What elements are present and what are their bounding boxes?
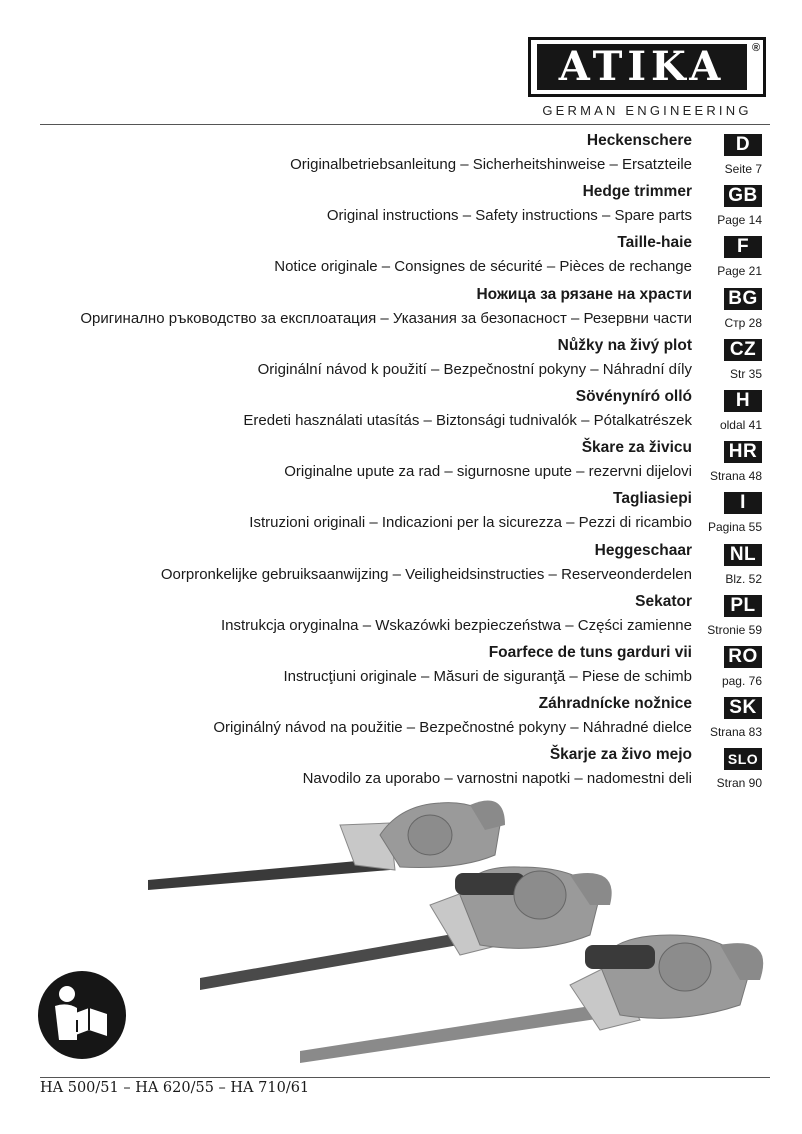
page-reference: pag. 76 [721, 674, 762, 688]
language-entry-gb [0, 178, 802, 230]
language-entry-sk [0, 690, 802, 742]
language-title: Záhradnícke nožnice [538, 695, 692, 713]
language-title: Sekator [635, 592, 692, 610]
language-entry-cz [0, 332, 802, 384]
page-reference: Str 35 [729, 366, 762, 381]
language-code-badge: PL [724, 595, 762, 617]
language-title: Sövényníró olló [575, 388, 692, 405]
language-subtitle: Originální návod k použití – Bezpečnostní pokyny – Náhradní díly [257, 360, 692, 378]
page-reference: Page 14 [717, 213, 762, 228]
language-subtitle: Notice originale – Consignes de sécurité – Pièces de rechange [274, 258, 692, 276]
page-reference: Strana 83 [709, 725, 762, 740]
trimmer-1 [148, 801, 505, 891]
language-title: Heggeschaar [594, 541, 692, 559]
language-entry-ro [0, 639, 802, 691]
trimmer-3-blade [300, 1003, 610, 1063]
language-title: Foarfece de tuns garduri vii [488, 644, 692, 661]
language-code-badge: D [724, 134, 762, 156]
language-subtitle: Originalne upute za rad – sigurnosne upute – rezervni dijelovi [284, 463, 692, 481]
language-title: Nůžky na živý plot [557, 336, 692, 354]
page-reference: Stran 90 [716, 776, 762, 791]
read-manual-icon [37, 970, 127, 1060]
language-entry-d [0, 127, 802, 179]
language-title: Hedge trimmer [582, 183, 692, 201]
language-entry-nl [0, 537, 802, 589]
language-code-badge: RO [724, 646, 762, 668]
page-reference: Pagina 55 [707, 520, 762, 535]
language-code-badge: HR [724, 441, 762, 463]
language-entry-f [0, 229, 802, 281]
language-subtitle: Originálný návod na použitie – Bezpečnostné pokyny – Náhradné dielce [213, 719, 692, 737]
language-subtitle: Eredeti használati utasítás – Biztonsági tudnivalók – Pótalkatrészek [243, 412, 692, 429]
language-entry-bg [0, 281, 802, 333]
language-title: Taille-haie [617, 234, 692, 252]
language-entry-slo [0, 741, 802, 793]
page-reference: Стр 28 [724, 315, 762, 330]
language-code-badge: GB [724, 185, 762, 207]
language-code-badge: I [724, 492, 762, 514]
language-subtitle: Original instructions – Safety instructions – Spare parts [326, 207, 692, 225]
language-subtitle: Navodilo za uporabo – varnostni napotki – nadomestni deli [302, 770, 692, 788]
language-title: Škarje za živo mejo [549, 746, 692, 764]
header-divider [40, 124, 770, 125]
registered-mark: ® [752, 42, 761, 54]
language-entry-i [0, 485, 802, 537]
page-reference: Page 21 [717, 264, 762, 279]
language-code-badge: SK [724, 697, 762, 719]
language-subtitle: Instrucţiuni originale – Măsuri de siguranţă – Piese de schimb [283, 668, 692, 685]
language-entry-h [0, 383, 802, 435]
logo-wordmark: ATIKA [537, 44, 747, 90]
atika-logo [528, 37, 766, 97]
language-code-badge: CZ [724, 339, 762, 361]
language-code-badge: NL [724, 544, 762, 566]
hedge-trimmer-illustration [140, 795, 780, 1075]
page-reference: Seite 7 [724, 162, 762, 176]
language-subtitle: Оригинално ръководство за експлоатация – Указания за безопасност – Резервни части [80, 309, 692, 327]
language-subtitle: Istruzioni originali – Indicazioni per la sicurezza – Pezzi di ricambio [249, 514, 692, 532]
language-subtitle: Oorpronkelijke gebruiksaanwijzing – Veiligheidsinstructies – Reserveonderdelen [160, 565, 692, 583]
language-title: Škare za živicu [581, 439, 692, 457]
language-entry-hr [0, 434, 802, 486]
language-entry-pl [0, 588, 802, 640]
page-reference: oldal 41 [719, 418, 762, 432]
page-reference: Strana 48 [709, 469, 762, 484]
language-code-badge: BG [724, 288, 762, 310]
model-numbers: HA 500/51 – HA 620/55 – HA 710/61 [40, 1080, 310, 1096]
language-title: Tagliasiepi [613, 490, 692, 508]
language-code-badge: H [724, 390, 762, 412]
page-reference: Blz. 52 [725, 571, 762, 586]
trimmer-2-blade [200, 931, 470, 990]
language-title: Ножица за рязане на храсти [476, 285, 692, 303]
language-subtitle: Instrukcja oryginalna – Wskazówki bezpieczeństwa – Części zamienne [220, 616, 692, 634]
language-subtitle: Originalbetriebsanleitung – Sicherheitshinweise – Ersatzteile [290, 156, 692, 173]
trimmer-2 [200, 867, 612, 990]
language-title: Heckenschere [586, 132, 692, 149]
page-reference: Stronie 59 [707, 622, 762, 637]
language-code-badge: F [724, 236, 762, 258]
language-code-badge: SLO [724, 748, 762, 770]
brand-tagline: GERMAN ENGINEERING [542, 103, 752, 118]
footer-divider [40, 1077, 770, 1078]
